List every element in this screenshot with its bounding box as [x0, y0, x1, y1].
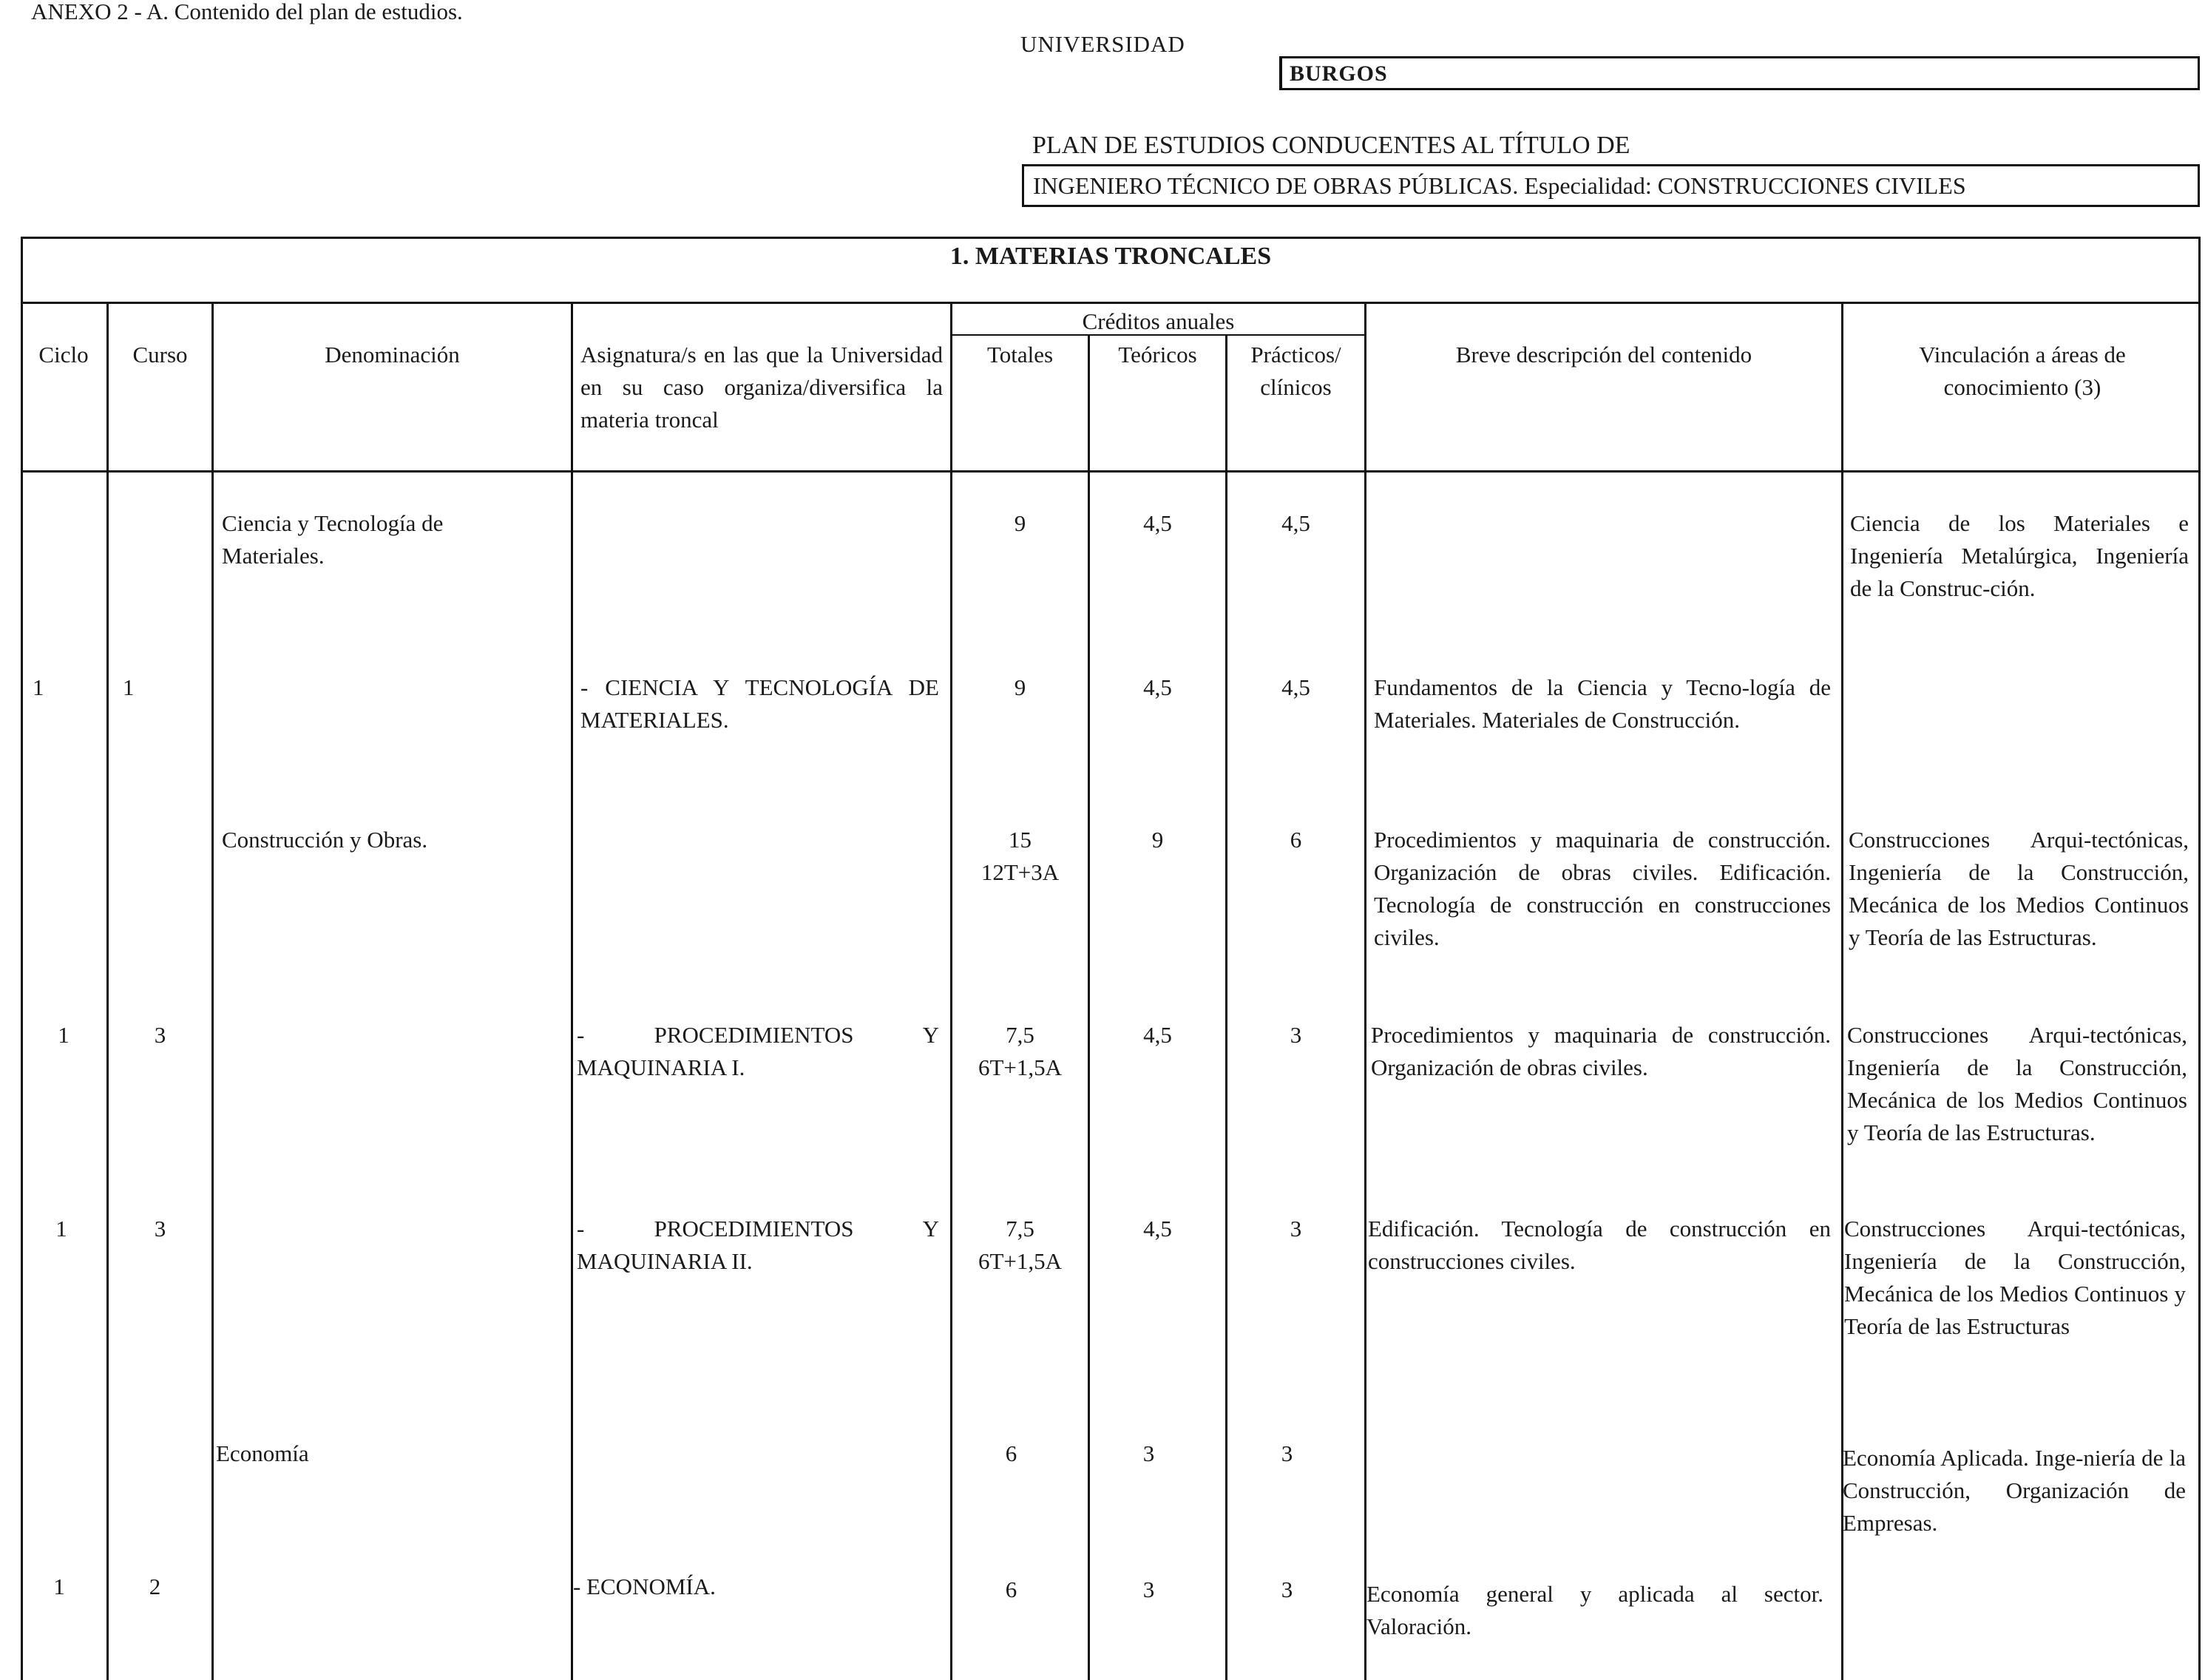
col-header-curso: Curso — [132, 342, 188, 368]
section-title: 1. MATERIAS TRONCALES — [949, 243, 1272, 270]
row-vinculacion: Construcciones Arqui-tectónicas, Ingeniería de la Construcción, Mecánica de los Medios Continuos y Teoría de las Estructuras. — [1849, 827, 2189, 950]
col-sep-1 — [106, 302, 109, 1680]
col-header-teoricos: Teóricos — [1118, 342, 1197, 368]
row-asignatura: - PROCEDIMIENTOS Y MAQUINARIA I. — [577, 1022, 939, 1080]
row-denominacion: Economía — [216, 1440, 309, 1466]
row-teoricos: 4,5 — [1143, 510, 1172, 536]
col-sep-3 — [571, 302, 573, 1680]
row-practicos: 3 — [1290, 1022, 1302, 1048]
row-ciclo: 1 — [58, 1022, 70, 1048]
row-totales-sub: 6T+1,5A — [978, 1248, 1063, 1274]
row-descripcion: Procedimientos y maquinaria de construcción. Organización de obras civiles. — [1371, 1022, 1831, 1080]
row-curso: 3 — [154, 1216, 166, 1242]
row-totales: 6 — [1005, 1576, 1017, 1602]
university-label: UNIVERSIDAD — [1020, 31, 1185, 57]
col-header-descripcion: Breve descripción del contenido — [1455, 342, 1752, 368]
col-header-denominacion: Denominación — [325, 342, 460, 368]
university-name-box: BURGOS — [1279, 56, 2200, 90]
row-teoricos: 9 — [1151, 827, 1164, 853]
row-totales: 7,5 — [1006, 1216, 1034, 1242]
col-header-practicos: Prácticos/ clínicos — [1250, 342, 1341, 400]
row-ciclo: 1 — [53, 1574, 65, 1599]
row-practicos: 6 — [1290, 827, 1302, 853]
row-totales: 9 — [1014, 674, 1026, 700]
row-totales-sub: 12T+3A — [980, 859, 1060, 885]
row-descripcion: Procedimientos y maquinaria de construcción. Organización de obras civiles. Edificación. Tecnología de construcción en construcciones civiles. — [1374, 827, 1831, 950]
col-header-totales: Totales — [986, 342, 1054, 368]
annex-title: ANEXO 2 - A. Contenido del plan de estudios. — [31, 0, 463, 24]
col-header-creditos: Créditos anuales — [1082, 308, 1235, 334]
row-practicos: 4,5 — [1281, 674, 1310, 700]
row-teoricos: 3 — [1142, 1576, 1155, 1602]
row-descripcion: Fundamentos de la Ciencia y Tecno-logía de Materiales. Materiales de Construcción. — [1374, 674, 1831, 733]
row-totales: 15 — [1009, 827, 1032, 853]
row-vinculacion: Ciencia de los Materiales e Ingeniería Metalúrgica, Ingeniería de la Construc-ción. — [1850, 510, 2189, 601]
row-vinculacion: Economía Aplicada. Inge-niería de la Construcción, Organización de Empresas. — [1843, 1445, 2186, 1536]
row-practicos: 3 — [1281, 1440, 1293, 1466]
row-denominacion: Construcción y Obras. — [222, 827, 428, 853]
rule-title — [21, 302, 2201, 304]
col-header-vinculacion: Vinculación a áreas de conocimiento (3) — [1919, 342, 2126, 400]
row-descripcion: Edificación. Tecnología de construcción en construcciones civiles. — [1368, 1216, 1831, 1274]
row-totales: 9 — [1014, 510, 1026, 536]
row-totales-sub: 6T+1,5A — [978, 1054, 1063, 1080]
plan-label: PLAN DE ESTUDIOS CONDUCENTES AL TÍTULO DE — [1032, 132, 1630, 159]
row-totales: 7,5 — [1006, 1022, 1034, 1048]
row-teoricos: 3 — [1142, 1440, 1155, 1466]
col-sep-7 — [1364, 302, 1366, 1680]
row-practicos: 3 — [1290, 1216, 1302, 1242]
row-curso: 3 — [154, 1022, 166, 1048]
row-vinculacion: Construcciones Arqui-tectónicas, Ingeniería de la Construcción, Mecánica de los Medios Continuos y Teoría de las Estructuras — [1844, 1216, 2186, 1339]
row-teoricos: 4,5 — [1143, 674, 1172, 700]
row-denominacion: Ciencia y Tecnología de Materiales. — [222, 510, 444, 569]
row-vinculacion: Construcciones Arqui-tectónicas, Ingeniería de la Construcción, Mecánica de los Medios Continuos y Teoría de las Estructuras. — [1847, 1022, 2187, 1145]
row-practicos: 3 — [1281, 1576, 1293, 1602]
rule-header — [21, 470, 2201, 472]
col-header-ciclo: Ciclo — [38, 342, 89, 368]
row-asignatura: - ECONOMÍA. — [573, 1574, 716, 1599]
row-curso: 1 — [123, 674, 135, 700]
row-teoricos: 4,5 — [1143, 1022, 1172, 1048]
row-practicos: 4,5 — [1281, 510, 1310, 536]
row-ciclo: 1 — [33, 674, 44, 700]
row-teoricos: 4,5 — [1143, 1216, 1172, 1242]
row-totales: 6 — [1005, 1440, 1017, 1466]
col-sep-2 — [211, 302, 214, 1680]
row-ciclo: 1 — [55, 1216, 67, 1242]
row-descripcion: Economía general y aplicada al sector. Valoración. — [1366, 1581, 1823, 1639]
row-asignatura: - CIENCIA Y TECNOLOGÍA DE MATERIALES. — [580, 674, 939, 733]
col-header-asignatura: Asignatura/s en las que la Universidad en su caso organiza/diversifica la materia troncal — [580, 342, 943, 433]
row-curso: 2 — [149, 1574, 161, 1599]
degree-title-box: INGENIERO TÉCNICO DE OBRAS PÚBLICAS. Especialidad: CONSTRUCCIONES CIVILES — [1022, 164, 2200, 207]
row-asignatura: - PROCEDIMIENTOS Y MAQUINARIA II. — [577, 1216, 939, 1274]
